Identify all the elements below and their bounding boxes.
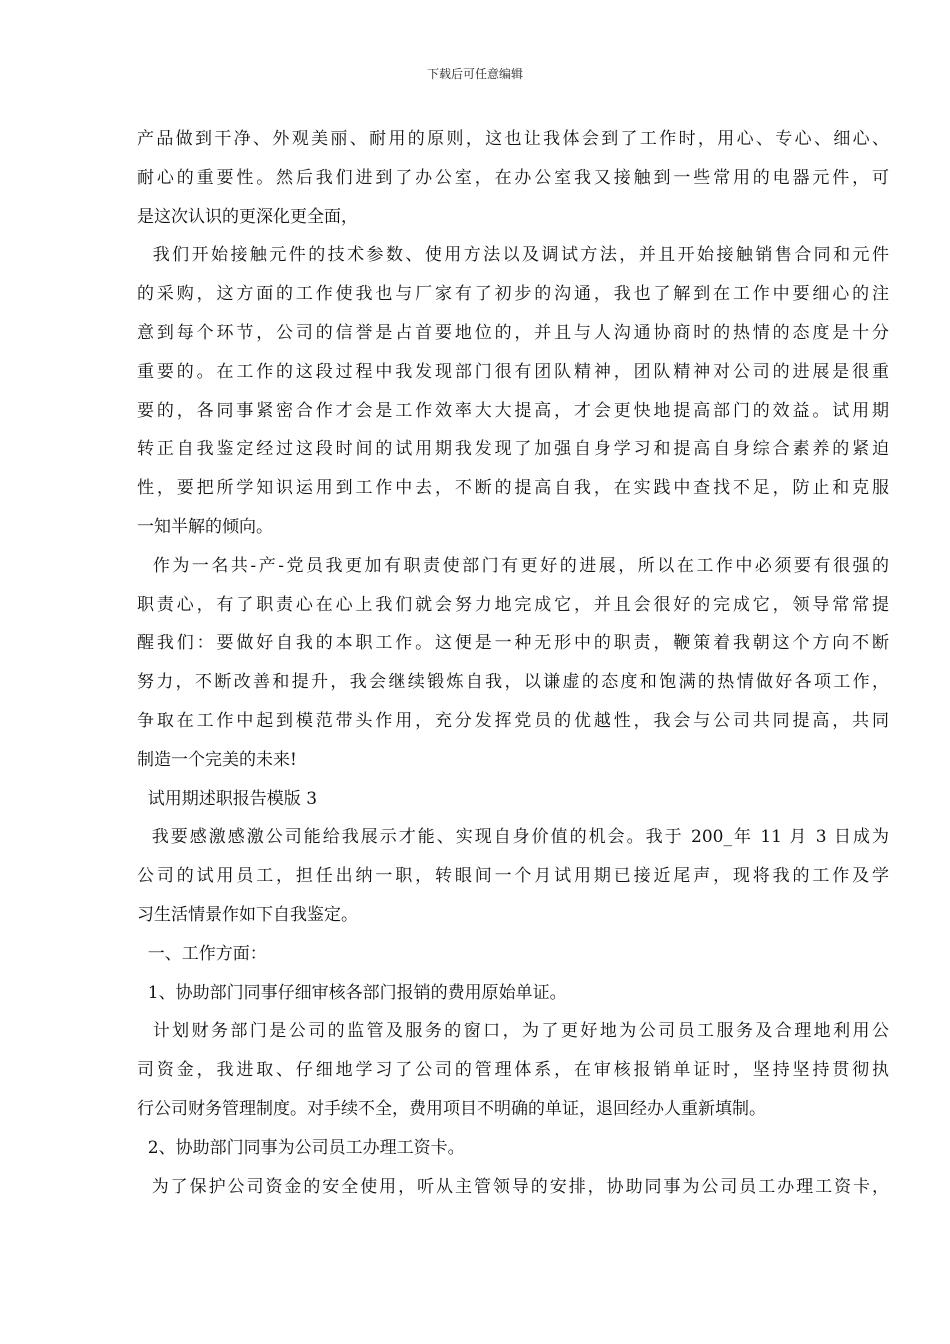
text-line: 试用期述职报告模版 3: [137, 788, 318, 809]
text-line: 习生活情景作如下自我鉴定。: [137, 904, 358, 925]
text-line: 计划财务部门是公司的监管及服务的窗口，为了更好地为公司员工服务及合理地利用公: [137, 1021, 889, 1042]
page-header: 下载后可任意编辑: [426, 67, 523, 81]
text-line: 我们开始接触元件的技术参数、使用方法以及调试方法，并且开始接触销售合同和元件: [137, 245, 889, 266]
text-line: 产品做到干净、外观美丽、耐用的原则，这也让我体会到了工作时，用心、专心、细心、: [137, 129, 889, 149]
text-line: 努力，不断改善和提升，我会继续锻炼自我，以谦虚的态度和饱满的热情做好各项工作，: [137, 672, 889, 693]
text-line: 职责心，有了职责心在心上我们就会努力地完成它，并且会很好的完成它，领导常常提: [137, 594, 889, 615]
text-line: 意到每个环节，公司的信誉是占首要地位的，并且与人沟通协商时的热情的态度是十分: [137, 322, 889, 343]
text-line: 要的，各同事紧密合作才会是工作效率大大提高，才会更快地提高部门的效益。试用期: [137, 400, 889, 421]
text-line: 的采购，这方面的工作使我也与厂家有了初步的沟通，我也了解到在工作中要细心的注: [137, 284, 889, 305]
text-line: 作为一名共-产-党员我更加有职责使部门有更好的进展，所以在工作中必须要有很强的: [137, 555, 889, 576]
text-line: 争取在工作中起到模范带头作用，充分发挥党员的优越性，我会与公司共同提高，共同: [137, 710, 889, 731]
text-line: 司资金，我进取、仔细地学习了公司的管理体系，在审核报销单证时，坚持坚持贯彻执: [137, 1060, 889, 1081]
text-line: 制造一个完美的未来!: [137, 749, 297, 770]
text-line: 一、工作方面：: [137, 943, 267, 964]
text-line: 我要感激感激公司能给我展示才能、实现自身价值的机会。我于 200_年 11 月 3 日成为: [137, 827, 889, 848]
text-line: 是这次认识的更深化更全面，: [137, 206, 358, 227]
text-line: 性，要把所学知识运用到工作中去，不断的提高自我，在实践中查找不足，防止和克服: [137, 478, 889, 499]
text-line: 为了保护公司资金的安全使用，听从主管领导的安排，协助同事为公司员工办理工资卡，: [137, 1176, 889, 1197]
text-line: 转正自我鉴定经过这段时间的试用期我发现了加强自身学习和提高自身综合素养的紧迫: [137, 439, 889, 460]
text-line: 一知半解的倾向。: [137, 516, 273, 537]
text-line: 醒我们：要做好自我的本职工作。这便是一种无形中的职责，鞭策着我朝这个方向不断: [137, 633, 889, 654]
text-line: 行公司财务管理制度。对手续不全，费用项目不明确的单证，退回经办人重新填制。: [137, 1098, 766, 1119]
text-line: 1、协助部门同事仔细审核各部门报销的费用原始单证。: [137, 982, 567, 1003]
text-line: 公司的试用员工，担任出纳一职，转眼间一个月试用期已接近尾声，现将我的工作及学: [137, 866, 889, 887]
text-line: 2、协助部门同事为公司员工办理工资卡。: [137, 1137, 465, 1158]
text-line: 耐心的重要性。然后我们进到了办公室，在办公室我又接触到一些常用的电器元件，可: [137, 167, 889, 188]
text-line: 重要的。在工作的这段过程中我发现部门很有团队精神，团队精神对公司的进展是很重: [137, 361, 889, 382]
document-body: [137, 120, 889, 1206]
